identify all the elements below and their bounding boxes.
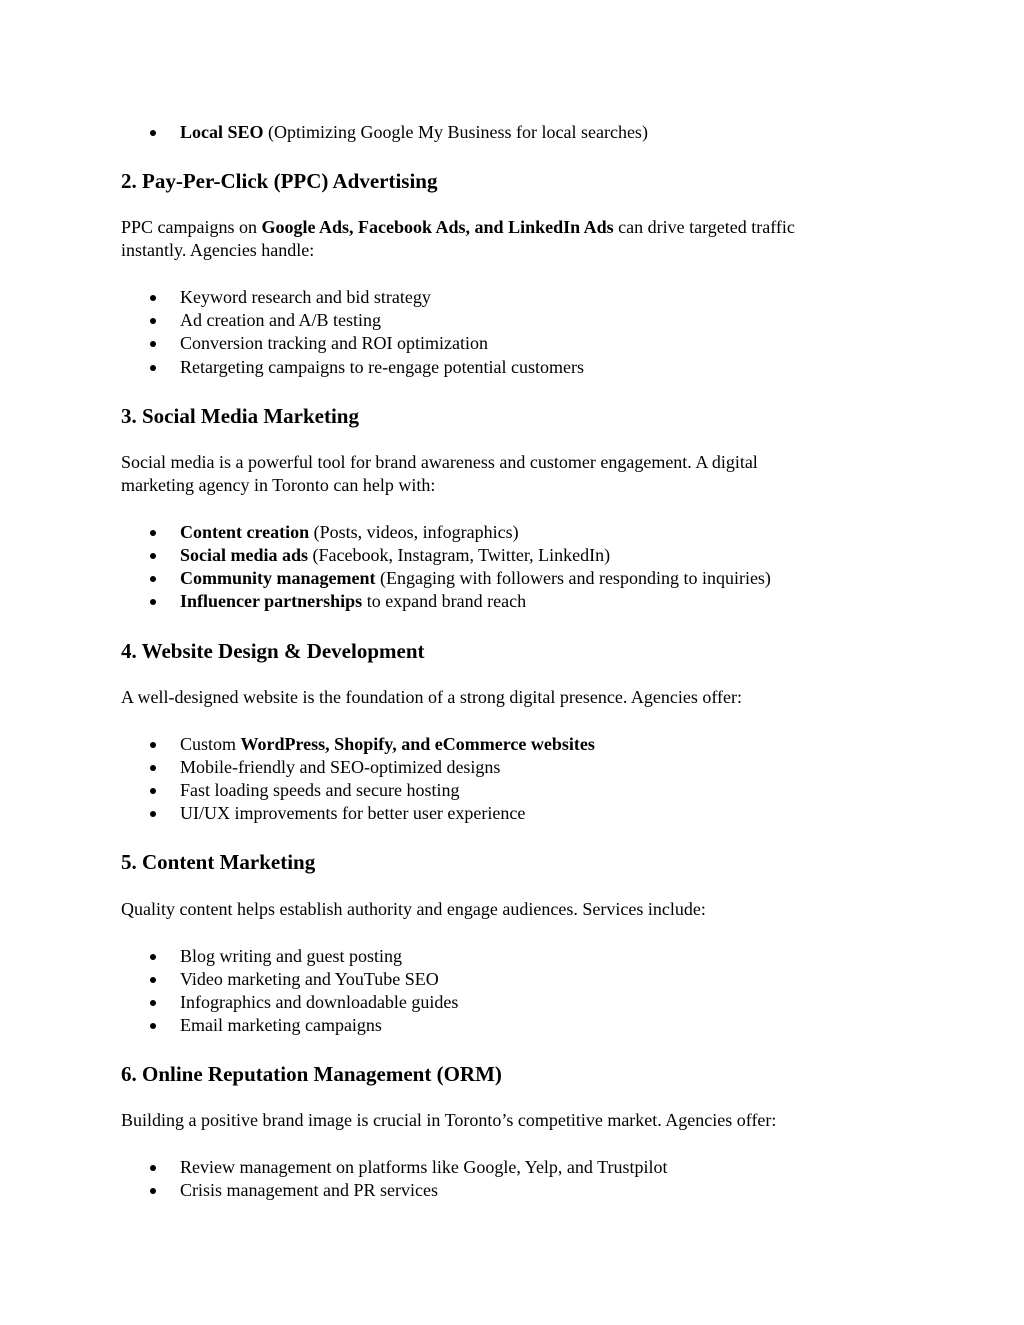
list-item: Custom WordPress, Shopify, and eCommerce websites xyxy=(180,734,595,754)
bullet xyxy=(150,365,156,371)
section-heading-orm: 6. Online Reputation Management (ORM) xyxy=(121,1062,502,1086)
bullet xyxy=(150,1023,156,1029)
bullet xyxy=(150,811,156,817)
list-item: Review management on platforms like Google, Yelp, and Trustpilot xyxy=(180,1157,668,1177)
bullet xyxy=(150,130,156,136)
section-paragraph-social-line2: marketing agency in Toronto can help with: xyxy=(121,475,436,495)
list-item: Ad creation and A/B testing xyxy=(180,310,381,330)
bullet xyxy=(150,599,156,605)
list-item: Keyword research and bid strategy xyxy=(180,287,431,307)
bullet xyxy=(150,788,156,794)
bullet xyxy=(150,1188,156,1194)
list-item: Retargeting campaigns to re-engage potential customers xyxy=(180,357,585,377)
list-item: Infographics and downloadable guides xyxy=(180,992,459,1012)
list-item: Conversion tracking and ROI optimization xyxy=(180,333,488,353)
bullet xyxy=(150,1165,156,1171)
section-heading-ppc: 2. Pay-Per-Click (PPC) Advertising xyxy=(121,169,438,193)
list-item: Social media ads (Facebook, Instagram, Twitter, LinkedIn) xyxy=(180,545,611,565)
bullet xyxy=(150,318,156,324)
list-item: Crisis management and PR services xyxy=(180,1180,438,1200)
bullet xyxy=(150,765,156,771)
list-item: Content creation (Posts, videos, infographics) xyxy=(180,522,519,542)
section-heading-content: 5. Content Marketing xyxy=(121,850,316,874)
section-paragraph-website: A well-designed website is the foundation of a strong digital presence. Agencies offer: xyxy=(121,687,742,707)
bullet xyxy=(150,576,156,582)
list-item: Community management (Engaging with followers and responding to inquiries) xyxy=(180,568,771,588)
section-heading-social-media: 3. Social Media Marketing xyxy=(121,404,359,428)
list-item: Mobile-friendly and SEO-optimized designs xyxy=(180,757,501,777)
list-item: Influencer partnerships to expand brand reach xyxy=(180,591,527,611)
bullet xyxy=(150,742,156,748)
section-paragraph-social-line1: Social media is a powerful tool for brand awareness and customer engagement. A digital xyxy=(121,452,758,472)
section-paragraph-ppc-line1: PPC campaigns on Google Ads, Facebook Ads, and LinkedIn Ads can drive targeted traffic xyxy=(121,217,795,237)
bullet xyxy=(150,295,156,301)
section-paragraph-content: Quality content helps establish authority and engage audiences. Services include: xyxy=(121,899,706,919)
list-item: Email marketing campaigns xyxy=(180,1015,382,1035)
list-item: Blog writing and guest posting xyxy=(180,946,402,966)
list-item-local-seo: Local SEO (Optimizing Google My Business for local searches) xyxy=(180,122,648,142)
bullet xyxy=(150,341,156,347)
section-paragraph-ppc-line2: instantly. Agencies handle: xyxy=(121,240,315,260)
list-item: UI/UX improvements for better user experience xyxy=(180,803,526,823)
bullet xyxy=(150,954,156,960)
bullet xyxy=(150,977,156,983)
list-item: Fast loading speeds and secure hosting xyxy=(180,780,460,800)
list-item: Video marketing and YouTube SEO xyxy=(180,969,439,989)
bullet xyxy=(150,1000,156,1006)
section-paragraph-orm: Building a positive brand image is crucial in Toronto’s competitive market. Agencies offer: xyxy=(121,1110,777,1130)
bullet xyxy=(150,553,156,559)
bullet xyxy=(150,530,156,536)
section-heading-website: 4. Website Design & Development xyxy=(121,639,425,663)
